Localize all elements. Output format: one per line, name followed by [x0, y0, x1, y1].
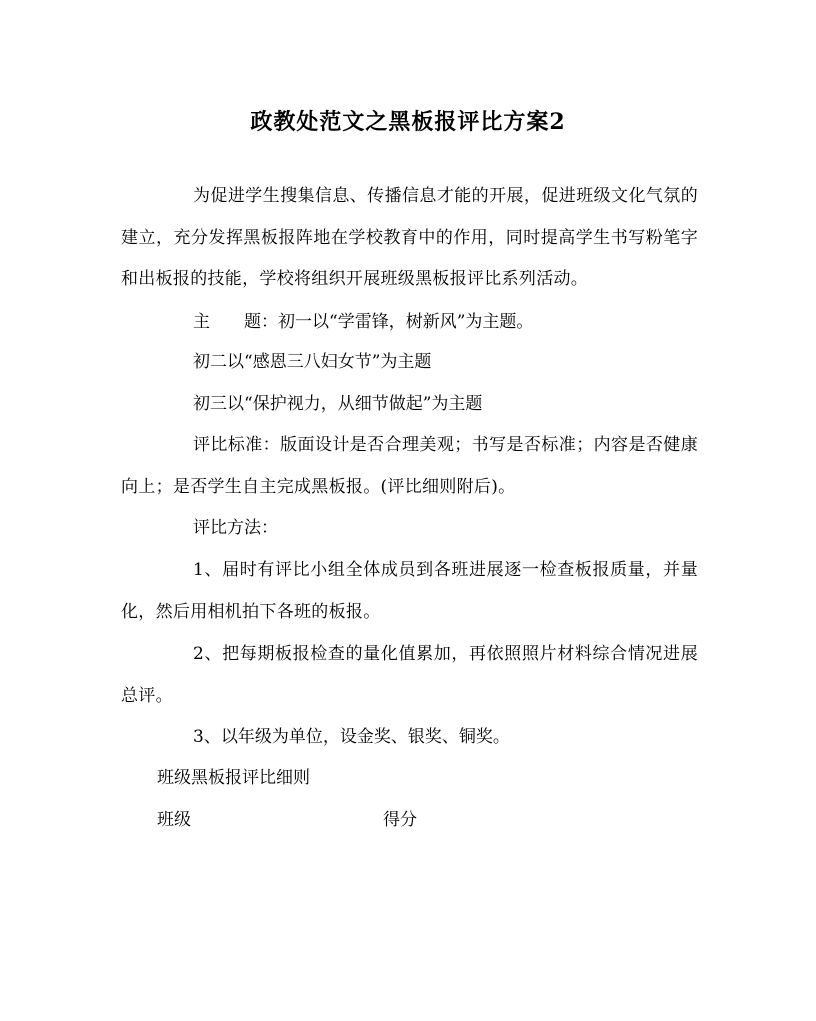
document-title: 政教处范文之黑板报评比方案2 [250, 109, 566, 135]
grade3-theme-line: 初三以“保护视力，从细节做起”为主题 [193, 394, 483, 414]
details-heading: 班级黑板报评比细则 [157, 768, 310, 788]
table-header-class: 班级 [157, 810, 191, 830]
method-item-2: 2、把每期板报检查的量化值累加，再依照照片材料综合情况进展总评。 [121, 644, 698, 706]
grade2-theme-line: 初二以“感恩三八妇女节”为主题 [193, 352, 432, 372]
criteria-paragraph: 评比标准：版面设计是否合理美观；书写是否标准；内容是否健康向上；是否学生自主完成黑板报。(评比细则附后)。 [121, 435, 698, 497]
method-item-3: 3、以年级为单位，设金奖、银奖、铜奖。 [193, 727, 510, 747]
table-header-score: 得分 [383, 810, 417, 830]
method-heading: 评比方法： [193, 518, 278, 538]
intro-paragraph: 为促进学生搜集信息、传播信息才能的开展，促进班级文化气氛的建立，充分发挥黑板报阵地在学校教育中的作用，同时提高学生书写粉笔字和出板报的技能，学校将组织开展班级黑板报评比系列活动。 [121, 186, 698, 289]
method-item-1: 1、届时有评比小组全体成员到各班进展逐一检查板报质量，并量化，然后用相机拍下各班的板报。 [121, 560, 698, 622]
theme-line: 主 题：初一以“学雷锋，树新风”为主题。 [193, 312, 534, 332]
